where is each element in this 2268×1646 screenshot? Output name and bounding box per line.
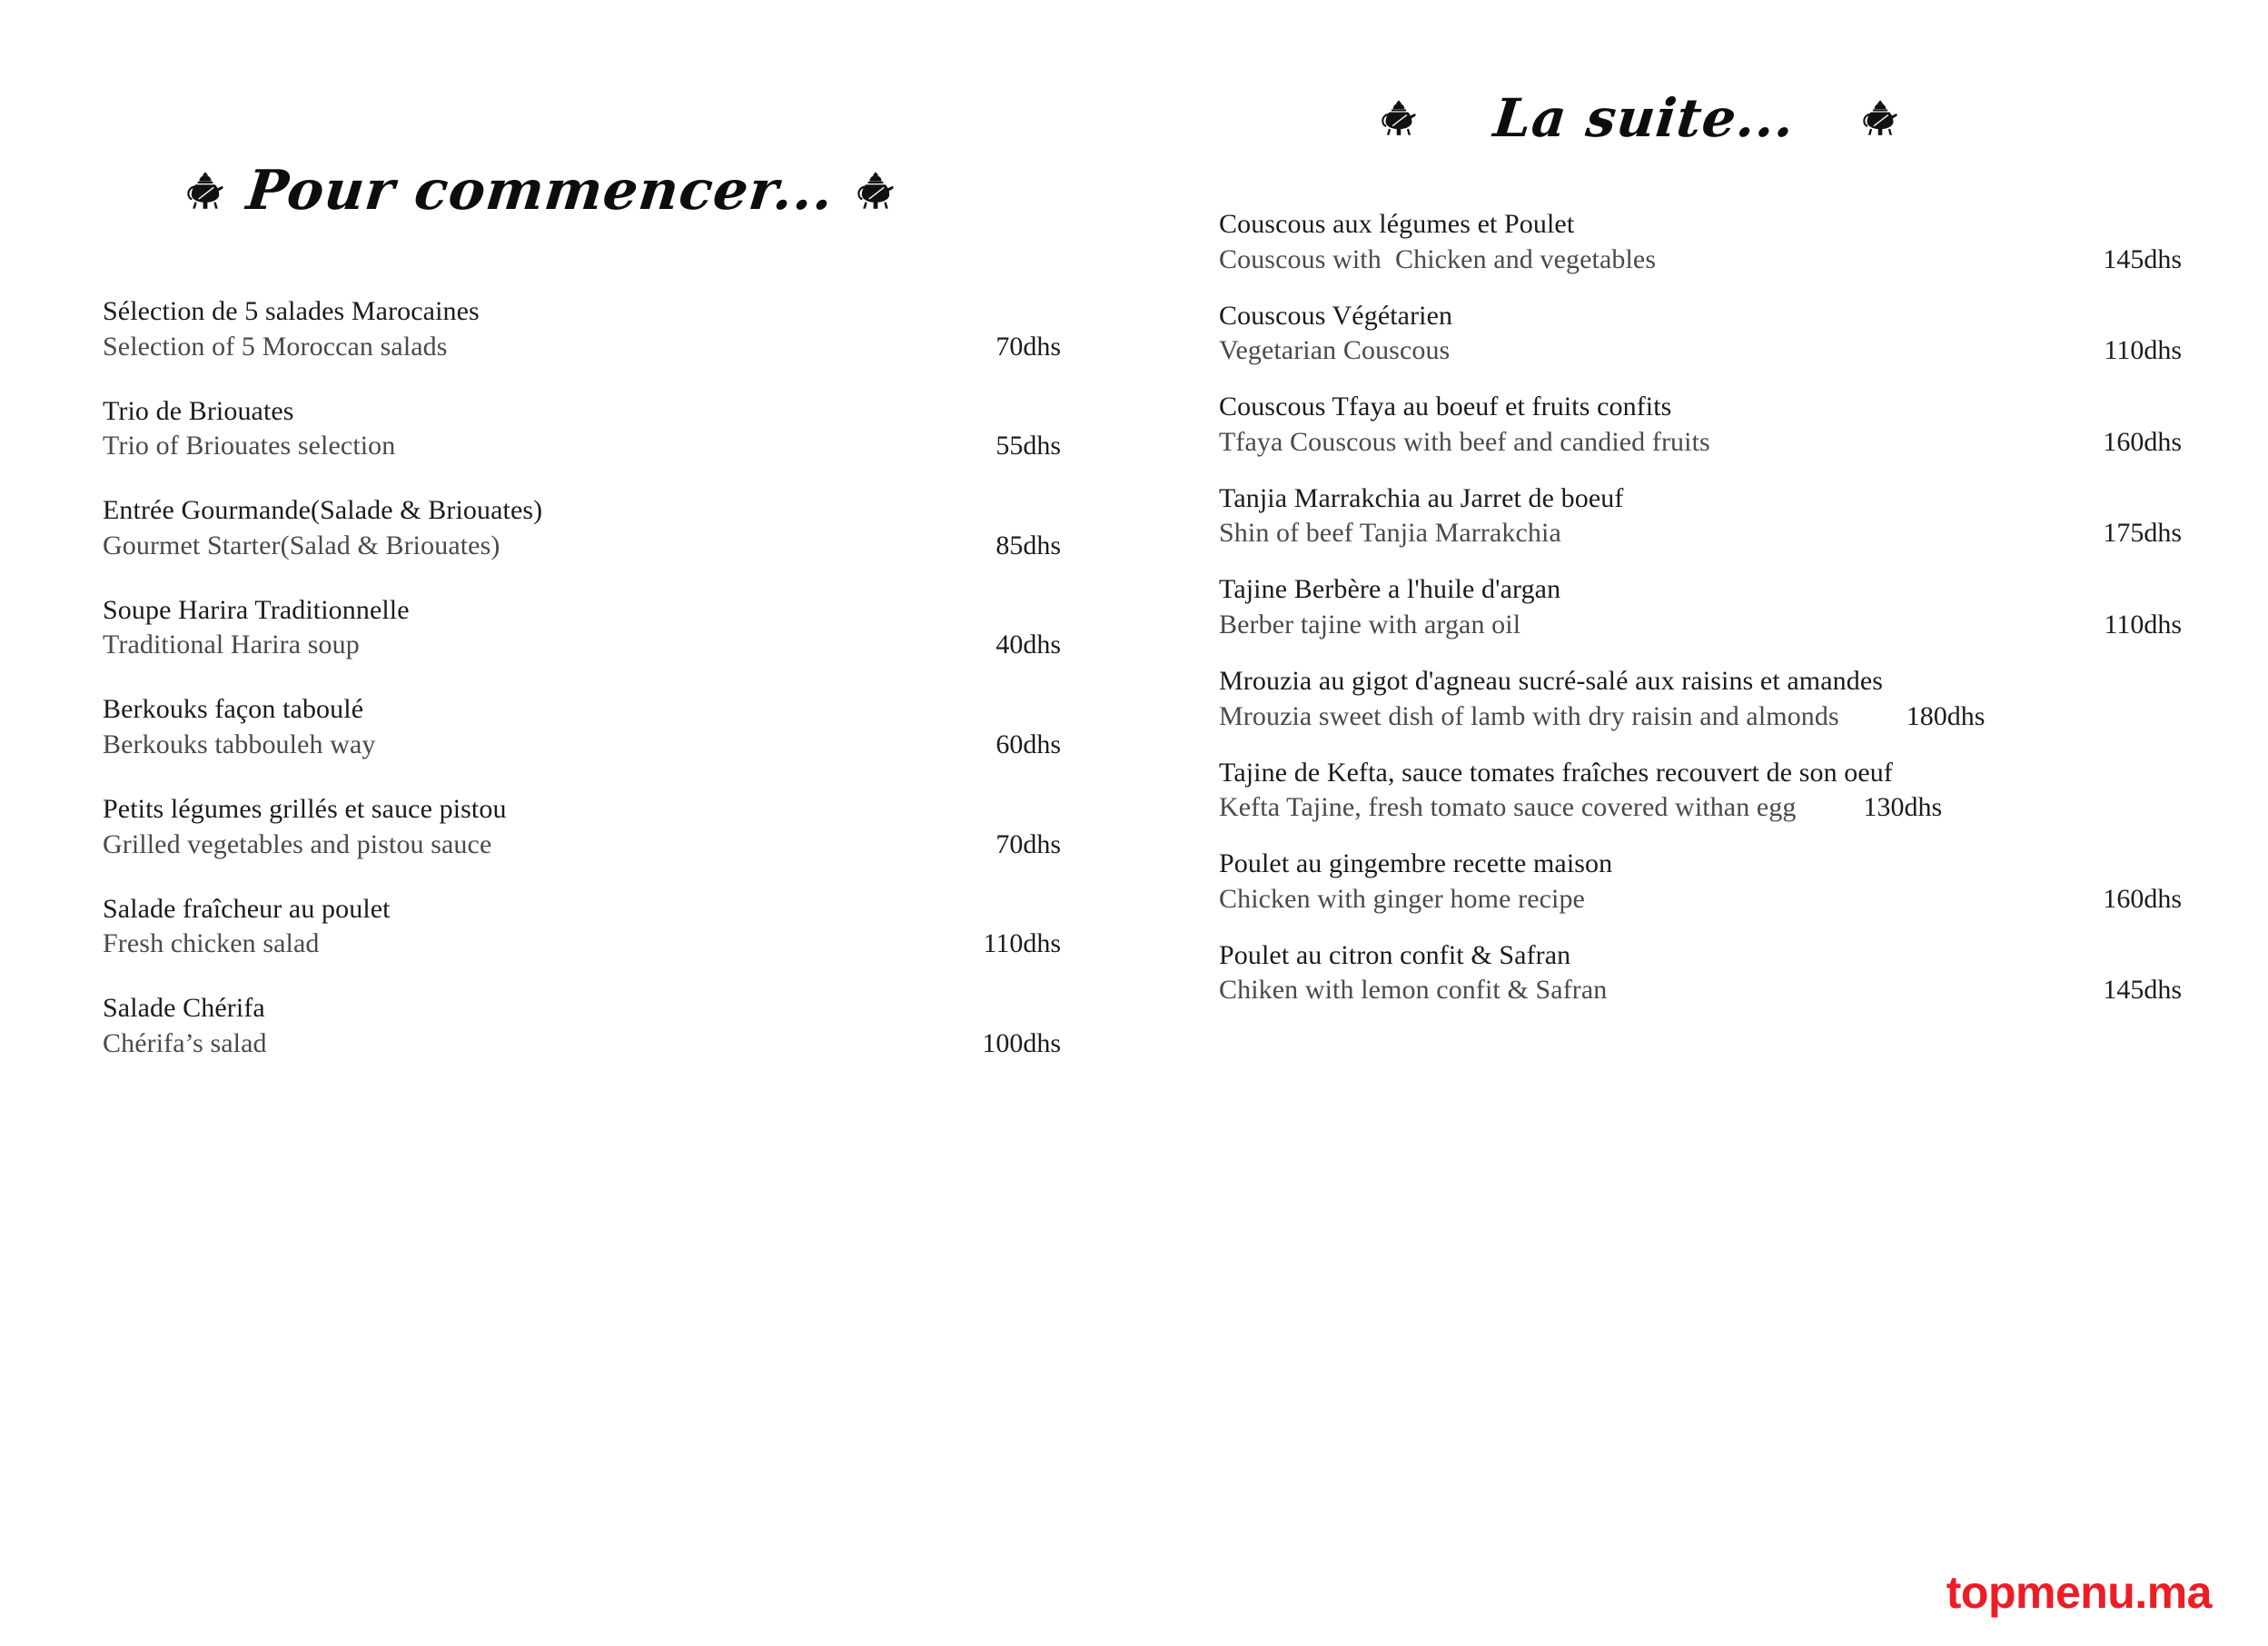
menu-column-starters (91, 0, 1108, 1089)
item-name-en: Grilled vegetables and pistou sauce (103, 828, 492, 859)
item-name-fr: Trio de Briouates (103, 395, 294, 426)
menu-item (1219, 937, 2262, 1006)
item-name-fr: Berkouks façon taboulé (103, 694, 364, 725)
menu-item (1219, 754, 2262, 824)
menu-item (1219, 205, 2262, 275)
item-price: 110dhs (2104, 335, 2182, 366)
item-name-fr: Salade fraîcheur au poulet (103, 893, 391, 924)
menu-list-mains (1219, 205, 2262, 1006)
item-price: 145dhs (2103, 975, 2182, 1006)
item-price: 55dhs (995, 431, 1061, 461)
item-price: 60dhs (995, 729, 1061, 759)
item-name-fr: Salade Chérifa (103, 993, 265, 1024)
item-price: 180dhs (1906, 700, 1986, 731)
item-price: 85dhs (995, 530, 1061, 560)
item-name-en: Mrouzia sweet dish of lamb with dry raisin and almonds (1219, 700, 1839, 731)
item-name-fr: Tajine de Kefta, sauce tomates fraîches recouvert de son oeuf (1219, 757, 1893, 788)
menu-item (103, 690, 1108, 760)
item-price: 145dhs (2103, 243, 2182, 274)
item-name-fr: Poulet au gingembre recette maison (1219, 848, 1613, 879)
section-title-starters: Pour commencer... (243, 159, 837, 223)
item-price: 130dhs (1863, 792, 1943, 823)
menu-item (1219, 297, 2262, 367)
item-name-en: Gourmet Starter(Salad & Briouates) (103, 530, 500, 560)
section-heading-mains (1208, 64, 2262, 173)
item-name-en: Tfaya Couscous with beef and candied fruits (1219, 426, 1710, 457)
teapot-icon (1382, 99, 1416, 137)
item-name-fr: Couscous Végétarien (1219, 300, 1453, 331)
item-price: 110dhs (2104, 609, 2182, 640)
section-title-mains: La suite... (1491, 87, 1798, 149)
item-name-fr: Mrouzia au gigot d'agneau sucré-salé aux raisins et amandes (1219, 665, 1884, 696)
menu-column-mains (1208, 0, 2262, 1027)
item-name-en: Trio of Briouates selection (103, 431, 396, 461)
item-price: 160dhs (2103, 883, 2182, 914)
item-name-fr: Tajine Berbère a l'huile d'argan (1219, 574, 1561, 605)
item-price: 175dhs (2103, 518, 2182, 549)
item-name-fr: Tanjia Marrakchia au Jarret de boeuf (1219, 482, 1624, 513)
menu-item (103, 491, 1108, 561)
item-price: 110dhs (983, 928, 1061, 959)
menu-item (1219, 845, 2262, 915)
menu-item (103, 890, 1108, 960)
menu-item (103, 790, 1108, 860)
item-name-fr: Soupe Harira Traditionnelle (103, 594, 410, 625)
item-name-fr: Couscous Tfaya au boeuf et fruits confits (1219, 392, 1672, 422)
site-watermark: topmenu.ma (1946, 1567, 2212, 1618)
item-name-fr: Entrée Gourmande(Salade & Briouates) (103, 495, 543, 526)
item-name-fr: Petits légumes grillés et sauce pistou (103, 793, 507, 824)
menu-item (103, 392, 1108, 462)
menu-item (103, 989, 1108, 1059)
item-name-fr: Sélection de 5 salades Marocaines (103, 296, 480, 326)
item-name-en: Fresh chicken salad (103, 928, 320, 959)
teapot-icon (187, 171, 223, 211)
menu-item (103, 293, 1108, 362)
item-name-en: Chérifa’s salad (103, 1027, 267, 1058)
menu-item (1219, 388, 2262, 458)
teapot-icon (857, 171, 894, 211)
menu-item (1219, 662, 2262, 732)
item-name-en: Vegetarian Couscous (1219, 335, 1451, 366)
menu-item (103, 591, 1108, 661)
menu-item (1219, 570, 2262, 640)
item-name-fr: Poulet au citron confit & Safran (1219, 939, 1571, 970)
item-name-en: Chiken with lemon confit & Safran (1219, 975, 1608, 1006)
item-name-en: Berber tajine with argan oil (1219, 609, 1521, 640)
menu-item (1219, 480, 2262, 550)
item-name-en: Selection of 5 Moroccan salads (103, 331, 448, 362)
item-price: 40dhs (995, 630, 1061, 660)
section-heading-starters (91, 136, 1108, 245)
item-price: 70dhs (995, 331, 1061, 362)
menu-list-starters (103, 293, 1108, 1059)
item-name-en: Shin of beef Tanjia Marrakchia (1219, 518, 1561, 549)
item-name-en: Kefta Tajine, fresh tomato sauce covered withan egg (1219, 792, 1797, 823)
item-price: 100dhs (982, 1027, 1061, 1058)
item-price: 160dhs (2103, 426, 2182, 457)
item-name-en: Chicken with ginger home recipe (1219, 883, 1585, 914)
item-name-fr: Couscous aux légumes et Poulet (1219, 209, 1575, 239)
item-price: 70dhs (995, 828, 1061, 859)
item-name-en: Traditional Harira soup (103, 630, 360, 660)
item-name-en: Berkouks tabbouleh way (103, 729, 376, 759)
item-name-en: Couscous with Chicken and vegetables (1219, 243, 1657, 274)
teapot-icon (1863, 99, 1897, 137)
